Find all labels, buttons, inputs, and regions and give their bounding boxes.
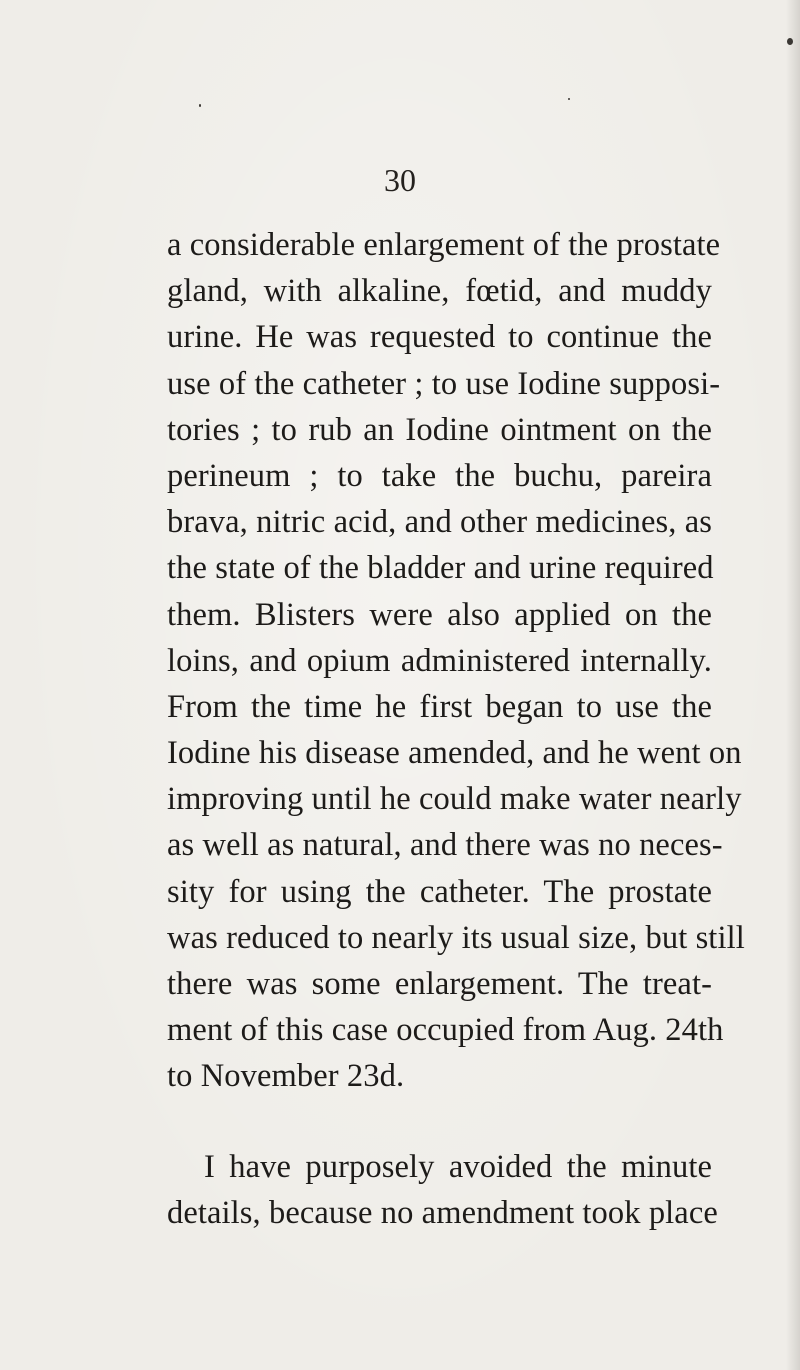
text-line: improving until he could make water nearly: [167, 781, 742, 818]
page-edge-shadow: [786, 0, 800, 1370]
text-line: From the time he first began to use the: [167, 688, 712, 725]
text-line: there was some enlargement. The treat-: [167, 966, 712, 1002]
text-line: use of the catheter ; to use Iodine supposi-: [167, 365, 721, 402]
paragraph: [167, 1144, 718, 1236]
text-line: the state of the bladder and urine required: [167, 550, 714, 587]
text-line: as well as natural, and there was no neces-: [167, 827, 723, 864]
paragraph-gap: [167, 1100, 712, 1144]
text-line: urine. He was requested to continue the: [167, 319, 712, 356]
text-line: tories ; to rub an Iodine ointment on the: [167, 411, 712, 448]
text-line: a considerable enlargement of the prostate: [167, 227, 721, 263]
print-speck: [787, 38, 793, 45]
text-line: details, because no amendment took place: [167, 1194, 718, 1231]
text-line: I have purposely avoided the minute: [204, 1148, 712, 1185]
text-line: loins, and opium administered internally.: [167, 642, 712, 679]
paragraph: [167, 222, 745, 1100]
text-line: sity for using the catheter. The prostate: [167, 873, 712, 910]
text-line: was reduced to nearly its usual size, but still: [167, 919, 745, 956]
print-speck: [199, 104, 201, 107]
text-line: brava, nitric acid, and other medicines, as: [167, 504, 712, 541]
text-line: perineum ; to take the buchu, pareira: [167, 457, 712, 494]
text-line: to November 23d.: [167, 1058, 405, 1095]
body-text: [167, 222, 745, 1236]
page-number: 30: [384, 162, 416, 198]
text-line: Iodine his disease amended, and he went on: [167, 735, 742, 772]
text-line: gland, with alkaline, fœtid, and muddy: [167, 273, 712, 310]
text-line: ment of this case occupied from Aug. 24th: [167, 1012, 724, 1049]
print-speck: [568, 98, 570, 100]
text-line: them. Blisters were also applied on the: [167, 596, 712, 633]
